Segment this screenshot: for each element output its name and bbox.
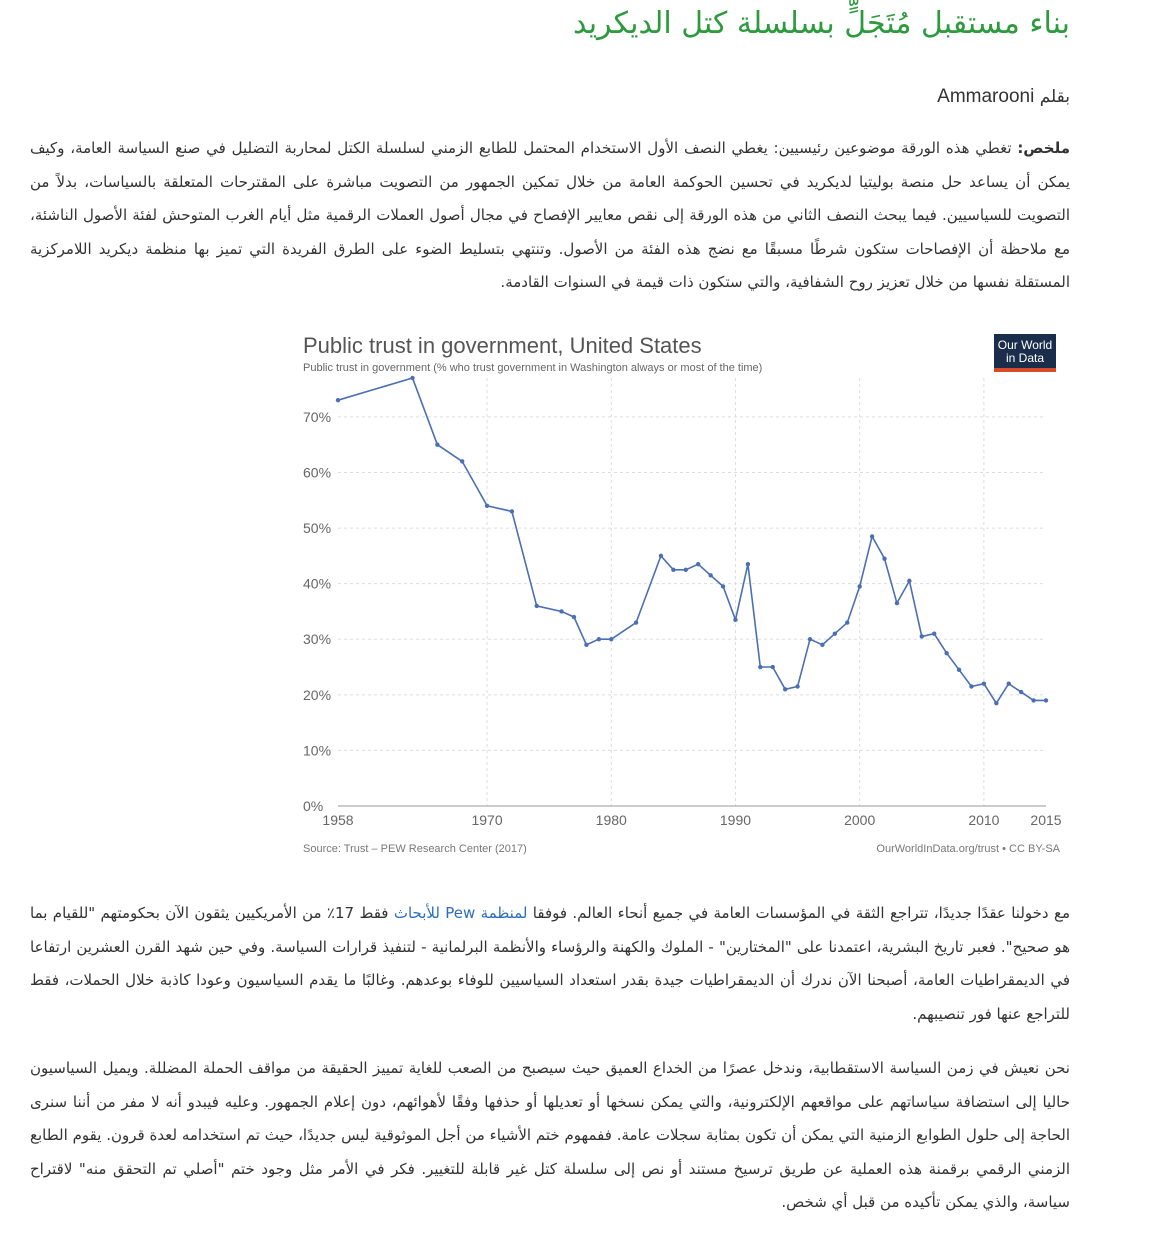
data-point[interactable] xyxy=(783,687,787,691)
data-point[interactable] xyxy=(895,601,899,605)
data-point[interactable] xyxy=(944,651,948,655)
data-point[interactable] xyxy=(795,684,799,688)
data-point[interactable] xyxy=(634,620,638,624)
data-point[interactable] xyxy=(733,618,737,622)
data-point[interactable] xyxy=(584,643,588,647)
data-point[interactable] xyxy=(920,634,924,638)
x-tick-label: 1958 xyxy=(322,812,354,828)
data-point[interactable] xyxy=(808,637,812,641)
data-point[interactable] xyxy=(410,376,414,380)
x-tick-label: 1990 xyxy=(719,812,752,828)
data-point[interactable] xyxy=(1044,698,1048,702)
data-point[interactable] xyxy=(957,668,961,672)
data-point[interactable] xyxy=(845,620,849,624)
data-point[interactable] xyxy=(969,684,973,688)
data-point[interactable] xyxy=(671,568,675,572)
data-point[interactable] xyxy=(907,579,911,583)
data-point[interactable] xyxy=(833,631,837,635)
data-point[interactable] xyxy=(609,637,613,641)
data-point[interactable] xyxy=(1019,690,1023,694)
y-tick-label: 10% xyxy=(303,742,332,759)
owid-logo-line1: Our World xyxy=(997,338,1053,352)
data-point[interactable] xyxy=(696,562,700,566)
y-axis-ticks xyxy=(303,409,331,814)
byline xyxy=(30,84,1070,110)
data-point[interactable] xyxy=(659,554,663,558)
x-tick-label: 2015 xyxy=(1030,812,1062,828)
data-point[interactable] xyxy=(336,398,340,402)
chart-source: Source: Trust – PEW Research Center (2017) xyxy=(303,843,527,855)
byline-prefix: بقلم xyxy=(1039,87,1070,107)
author-name[interactable]: Ammarooni xyxy=(937,86,1035,107)
data-point[interactable] xyxy=(820,643,824,647)
y-tick-label: 0% xyxy=(303,798,324,814)
data-point[interactable] xyxy=(982,682,986,686)
data-point[interactable] xyxy=(485,504,489,508)
data-point[interactable] xyxy=(559,609,563,613)
y-tick-label: 20% xyxy=(303,686,332,703)
data-point[interactable] xyxy=(1007,682,1011,686)
x-axis-ticks xyxy=(322,812,1061,828)
data-point[interactable] xyxy=(1031,698,1035,702)
data-point[interactable] xyxy=(572,615,576,619)
trust-chart xyxy=(292,325,1072,865)
trust-series xyxy=(336,376,1048,706)
data-point[interactable] xyxy=(460,459,464,463)
paragraph-1-rest: فقط 17٪ من الأمريكيين يثقون الآن بحكومتهم "للقيام بما هو صحيح". فعبر تاريخ البشرية، اعتمدنا على "المختارين" - الملوك والكهنة والرؤساء والأنظمة البرلمانية - لتنفيذ قرارات السياسة. وفي حين شهد القرن العشرين ارتفاعا في الديمقراطيات العامة، أصبحنا الآن ندرك أن الديمقراطيات جيدة بقدر استعداد السياسيين للوفاء بوعدهم. وغالبًا ما يقدم السياسيون وعودا كاذبة خلال الحملات، فقط للتراجع عنها فور تنصيبهم. xyxy=(30,904,1070,1023)
data-point[interactable] xyxy=(510,509,514,513)
data-point[interactable] xyxy=(708,573,712,577)
data-point[interactable] xyxy=(932,631,936,635)
x-tick-label: 1970 xyxy=(471,812,503,828)
chart-credit: OurWorldInData.org/trust • CC BY-SA xyxy=(876,843,1060,855)
y-tick-label: 50% xyxy=(303,520,332,537)
chart-gridlines xyxy=(338,378,1046,806)
data-point[interactable] xyxy=(435,443,439,447)
data-point[interactable] xyxy=(721,584,725,588)
series-line xyxy=(338,378,1046,703)
data-point[interactable] xyxy=(994,701,998,705)
owid-logo-line2: in Data xyxy=(1005,351,1045,365)
data-point[interactable] xyxy=(758,665,762,669)
data-point[interactable] xyxy=(535,604,539,608)
chart-subtitle: Public trust in government (% who trust government in Washington always or most of the time) xyxy=(303,362,763,374)
data-point[interactable] xyxy=(597,637,601,641)
data-point[interactable] xyxy=(684,568,688,572)
owid-logo[interactable] xyxy=(994,334,1056,372)
article-title: بناء مستقبل مُتَجَلٍّ بسلسلة كتل الديكريد xyxy=(572,6,1070,41)
data-point[interactable] xyxy=(746,562,750,566)
chart-title: Public trust in government, United States xyxy=(303,333,702,358)
owid-logo-accent xyxy=(994,368,1056,372)
y-tick-label: 70% xyxy=(303,408,332,425)
y-tick-label: 30% xyxy=(303,631,332,648)
paragraph-1 xyxy=(30,897,1070,1031)
x-tick-label: 1980 xyxy=(595,812,627,828)
paragraph-2: نحن نعيش في زمن السياسة الاستقطابية، وندخل عصرًا من الخداع العميق حيث سيصبح من الصعب للغاية تمييز الحقيقة من مواقف الحملة المضللة. ويميل السياسيون حاليا إلى استضافة سياساتهم على مواقعهم الإلكترونية، والتي يمكن نسخها أو تعديلها أو حذفها وفقًا لأهوائهم، دون إعلام الجمهور. وعليه فيبدو أنه لا مفر من أننا سنرى الحاجة إلى حلول الطوابع الزمنية التي يمكن أن تكون بمثابة سجلات عامة. ففمهوم ختم الأشياء من أجل الموثوقية ليس جديدًا، حيث تم استخدامه لعدة قرون. يقوم الطابع الزمني الرقمي برقمنة هذه العملية عن طريق ترسيخ مستند أو نص إلى سلسلة كتل غير قابلة للتغيير. فكر في الأمر مثل وجود ختم "أصلي تم التحقق منه" لاقتراح سياسة، والذي يمكن تأكيده من قبل أي شخص. xyxy=(30,1059,1070,1211)
data-point[interactable] xyxy=(857,584,861,588)
data-point[interactable] xyxy=(771,665,775,669)
x-tick-label: 2000 xyxy=(844,812,876,828)
y-tick-label: 60% xyxy=(303,464,332,481)
abstract-text: تغطي هذه الورقة موضوعين رئيسيين: يغطي النصف الأول الاستخدام المحتمل للطابع الزمني لسلسلة الكتل لمحاربة التضليل في صنع السياسة العامة، وكيف يمكن أن يساعد حل منصة بوليتيا لديكريد في تحسين الحوكمة العامة من خلال تمكين الجمهور من التصويت مباشرة على المقترحات المتعلقة بالسياسات، بدلاً من التصويت للسياسيين. فيما يبحث النصف الثاني من هذه الورقة إلى نقص معايير الإفصاح في مجال أصول العملات الرقمية مثل أيام الغرب المتوحش لفئة الأصول الناشئة، مع ملاحظة أن الإفصاحات ستكون شرطًا مسبقًا مع نضج هذه الفئة من الأصول. وتنتهي بتسليط الضوء على الطرق الفريدة التي تميز بها منظمة ديكريد اللامركزية المستقلة نفسها من خلال تعزيز روح الشفافية، والتي ستكون ذات قيمة في السنوات القادمة. xyxy=(30,139,1070,291)
pew-research-link[interactable]: لمنظمة Pew للأبحاث xyxy=(393,904,528,922)
abstract-label: ملخص: xyxy=(1017,139,1070,157)
chart-svg xyxy=(292,325,1072,865)
data-point[interactable] xyxy=(882,556,886,560)
y-tick-label: 40% xyxy=(303,575,332,592)
x-tick-label: 2010 xyxy=(968,812,1000,828)
data-point[interactable] xyxy=(870,534,874,538)
abstract xyxy=(30,132,1070,300)
paragraph-1-start: مع دخولنا عقدًا جديدًا، تتراجع الثقة في المؤسسات العامة في جميع أنحاء العالم. فوفقا xyxy=(527,904,1070,922)
